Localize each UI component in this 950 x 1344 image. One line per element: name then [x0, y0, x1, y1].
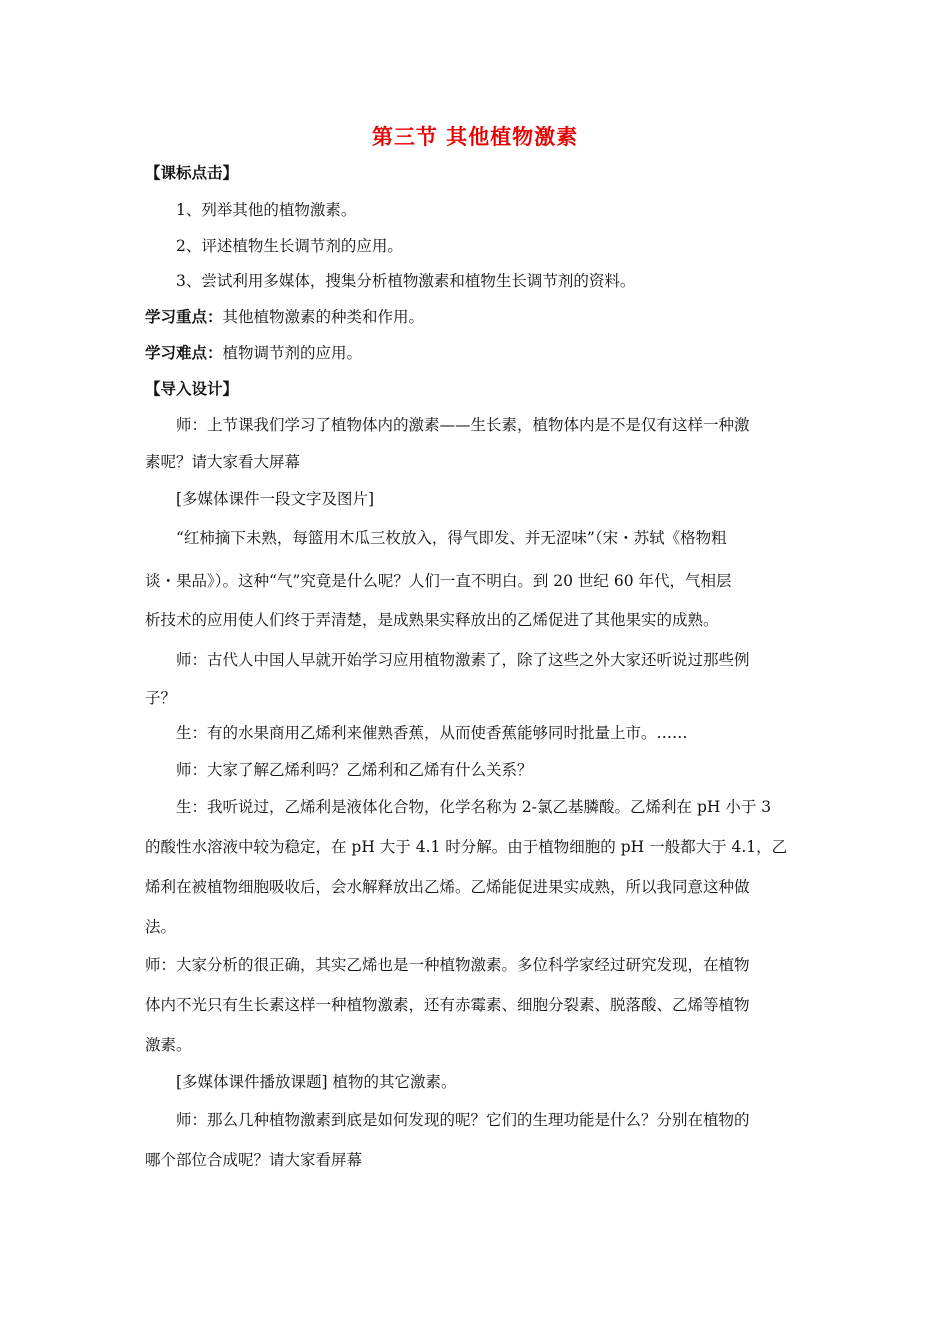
- paragraph-line: 师：上节课我们学习了植物体内的激素——生长素，植物体内是不是仅有这样一种激: [176, 416, 750, 434]
- media-note: [多媒体课件一段文字及图片]: [176, 490, 375, 508]
- paragraph-line: 烯利在被植物细胞吸收后，会水解释放出乙烯。乙烯能促进果实成熟，所以我同意这种做: [145, 878, 750, 896]
- paragraph-line: 师：大家分析的很正确，其实乙烯也是一种植物激素。多位科学家经过研究发现，在植物: [145, 956, 750, 974]
- quote-line: 析技术的应用使人们终于弄清楚，是成熟果实释放出的乙烯促进了其他果实的成熟。: [145, 611, 719, 629]
- paragraph-line: 的酸性水溶液中较为稳定，在 pH 大于 4.1 时分解。由于植物细胞的 pH 一般都大于 4.1，乙: [145, 838, 788, 856]
- objective-item: 2、评述植物生长调节剂的应用。: [176, 237, 403, 255]
- paragraph-line: 哪个部位合成呢？请大家看屏幕: [145, 1151, 363, 1169]
- paragraph-line: 素呢？请大家看大屏幕: [145, 453, 301, 471]
- paragraph-line: 法。: [145, 918, 177, 936]
- paragraph-line: 子？: [145, 689, 177, 707]
- quote-line: 谈・果品》）。这种“气”究竟是什么呢？人们一直不明白。到 20 世纪 60 年代，气相层: [145, 572, 732, 590]
- paragraph-line: 师：那么几种植物激素到底是如何发现的呢？它们的生理功能是什么？分别在植物的: [176, 1111, 750, 1129]
- paragraph-line: 激素。: [145, 1036, 192, 1054]
- difficulty-text: 植物调节剂的应用。: [222, 344, 363, 362]
- kebiao-heading: 【课标点击】: [145, 164, 239, 182]
- intro-heading: 【导入设计】: [145, 380, 239, 398]
- quote-line: “红柿摘下未熟，每篮用木瓜三枚放入，得气即发、并无涩味”（宋・苏轼《格物粗: [176, 529, 727, 547]
- focus-line: [145, 307, 805, 327]
- difficulty-line: [145, 343, 805, 363]
- objective-item: 1、列举其他的植物激素。: [176, 201, 357, 219]
- focus-label: 学习重点：: [145, 308, 223, 326]
- difficulty-label: 学习难点：: [145, 344, 223, 362]
- paragraph-line: 生：我听说过，乙烯利是液体化合物，化学名称为 2-氯乙基膦酸。乙烯利在 pH 小于 3: [176, 798, 772, 816]
- paragraph-line: 体内不光只有生长素这样一种植物激素，还有赤霉素、细胞分裂素、脱落酸、乙烯等植物: [145, 996, 750, 1014]
- objective-item: 3、尝试利用多媒体，搜集分析植物激素和植物生长调节剂的资料。: [176, 272, 636, 290]
- focus-text: 其他植物激素的种类和作用。: [222, 308, 425, 326]
- paragraph-line: 师：古代人中国人早就开始学习应用植物激素了，除了这些之外大家还听说过那些例: [176, 651, 750, 669]
- page-title: 第三节 其他植物激素: [371, 125, 579, 149]
- paragraph-line: 生：有的水果商用乙烯利来催熟香蕉，从而使香蕉能够同时批量上市。……: [176, 724, 688, 742]
- media-note: [多媒体课件播放课题] 植物的其它激素。: [176, 1073, 457, 1091]
- paragraph-line: 师：大家了解乙烯利吗？乙烯利和乙烯有什么关系？: [176, 761, 533, 779]
